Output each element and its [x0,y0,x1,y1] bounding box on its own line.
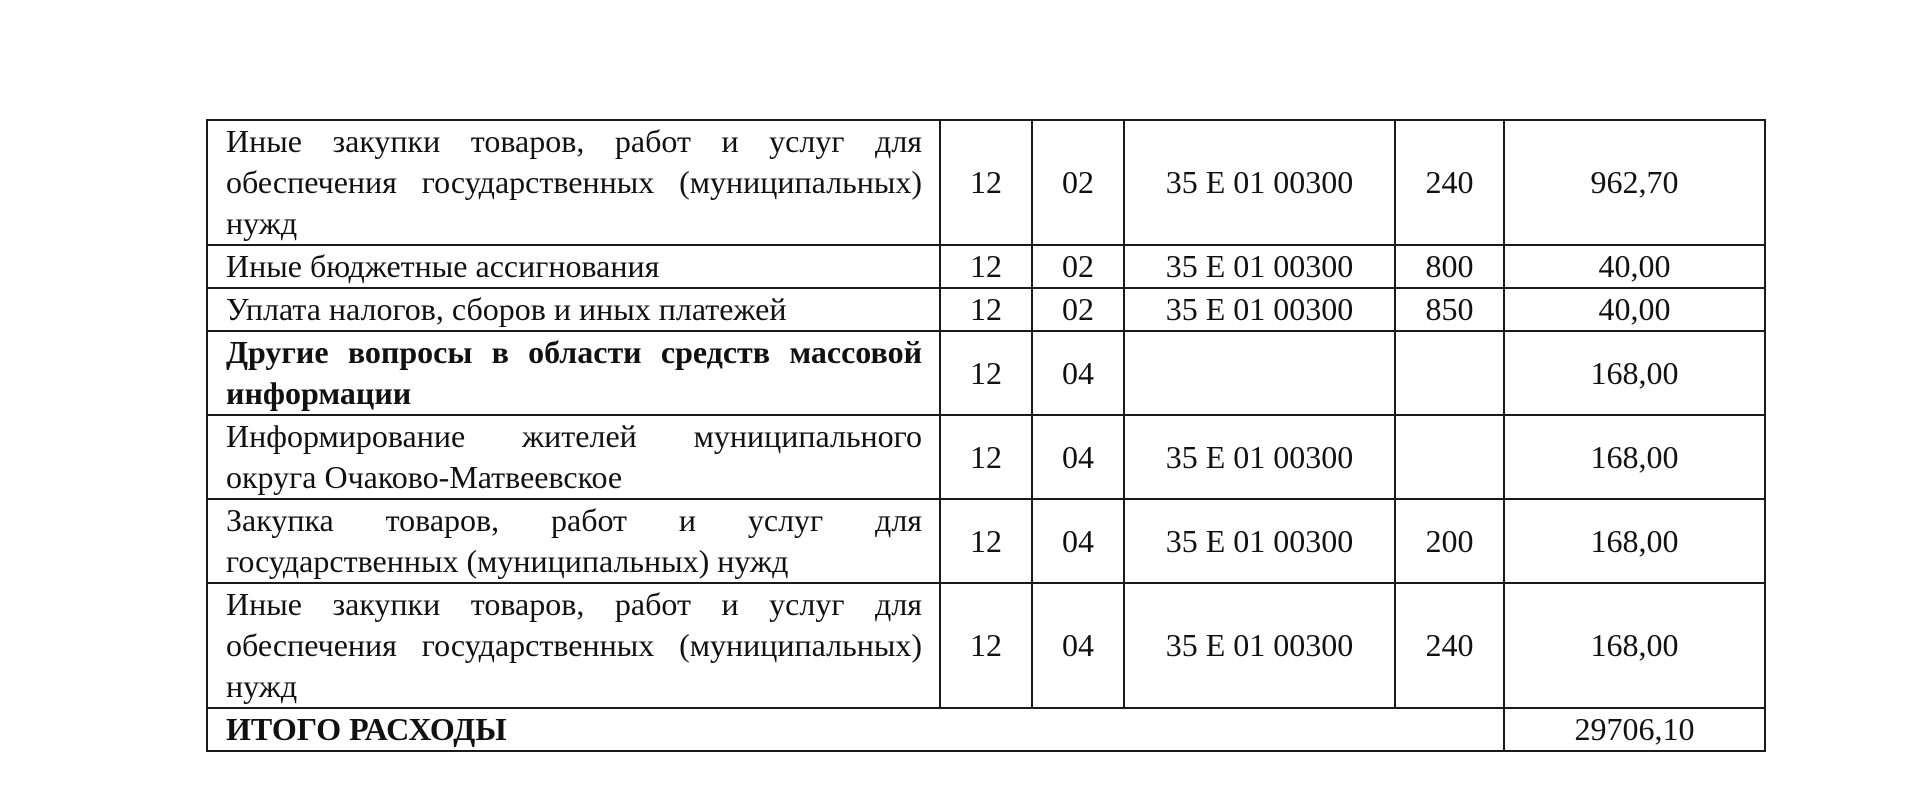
row-name-cell: Информирование жителей муниципального округа Очаково-Матвеевское [207,415,940,499]
row-name-cell: Уплата налогов, сборов и иных платежей [207,288,940,331]
expense-type-cell [1395,331,1504,415]
row-name-cell: Иные закупки товаров, работ и услуг для обеспечения государственных (муниципальных) нужд [207,583,940,708]
row-name-cell: Закупка товаров, работ и услуг для государственных (муниципальных) нужд [207,499,940,583]
section-code-cell: 12 [940,415,1032,499]
target-article-cell: 35 Е 01 00300 [1124,415,1395,499]
section-code-cell: 12 [940,288,1032,331]
amount-cell: 168,00 [1504,583,1765,708]
target-article-cell: 35 Е 01 00300 [1124,288,1395,331]
target-article-cell: 35 Е 01 00300 [1124,499,1395,583]
total-amount: 29706,10 [1504,708,1765,751]
table-row [207,288,1765,331]
budget-expenses-table [206,119,1766,752]
total-label: ИТОГО РАСХОДЫ [207,708,1504,751]
section-code-cell: 12 [940,499,1032,583]
expense-type-cell: 850 [1395,288,1504,331]
table-row [207,499,1765,583]
amount-cell: 40,00 [1504,288,1765,331]
amount-cell: 40,00 [1504,245,1765,288]
subsection-code-cell: 04 [1032,415,1124,499]
table-row [207,583,1765,708]
amount-cell: 168,00 [1504,499,1765,583]
table-row [207,120,1765,245]
target-article-cell: 35 Е 01 00300 [1124,120,1395,245]
expense-type-cell: 240 [1395,583,1504,708]
table-row [207,245,1765,288]
row-name-cell: Иные закупки товаров, работ и услуг для обеспечения государственных (муниципальных) нужд [207,120,940,245]
subsection-code-cell: 04 [1032,583,1124,708]
total-row [207,708,1765,751]
table-row [207,331,1765,415]
expense-type-cell: 800 [1395,245,1504,288]
expense-type-cell [1395,415,1504,499]
subsection-code-cell: 04 [1032,499,1124,583]
row-name-cell: Иные бюджетные ассигнования [207,245,940,288]
section-code-cell: 12 [940,245,1032,288]
subsection-code-cell: 02 [1032,245,1124,288]
row-name-cell: Другие вопросы в области средств массовой информации [207,331,940,415]
table-row [207,415,1765,499]
section-code-cell: 12 [940,331,1032,415]
expense-type-cell: 240 [1395,120,1504,245]
target-article-cell [1124,331,1395,415]
amount-cell: 962,70 [1504,120,1765,245]
amount-cell: 168,00 [1504,415,1765,499]
section-code-cell: 12 [940,120,1032,245]
target-article-cell: 35 Е 01 00300 [1124,583,1395,708]
target-article-cell: 35 Е 01 00300 [1124,245,1395,288]
expense-type-cell: 200 [1395,499,1504,583]
subsection-code-cell: 02 [1032,120,1124,245]
subsection-code-cell: 02 [1032,288,1124,331]
subsection-code-cell: 04 [1032,331,1124,415]
section-code-cell: 12 [940,583,1032,708]
amount-cell: 168,00 [1504,331,1765,415]
